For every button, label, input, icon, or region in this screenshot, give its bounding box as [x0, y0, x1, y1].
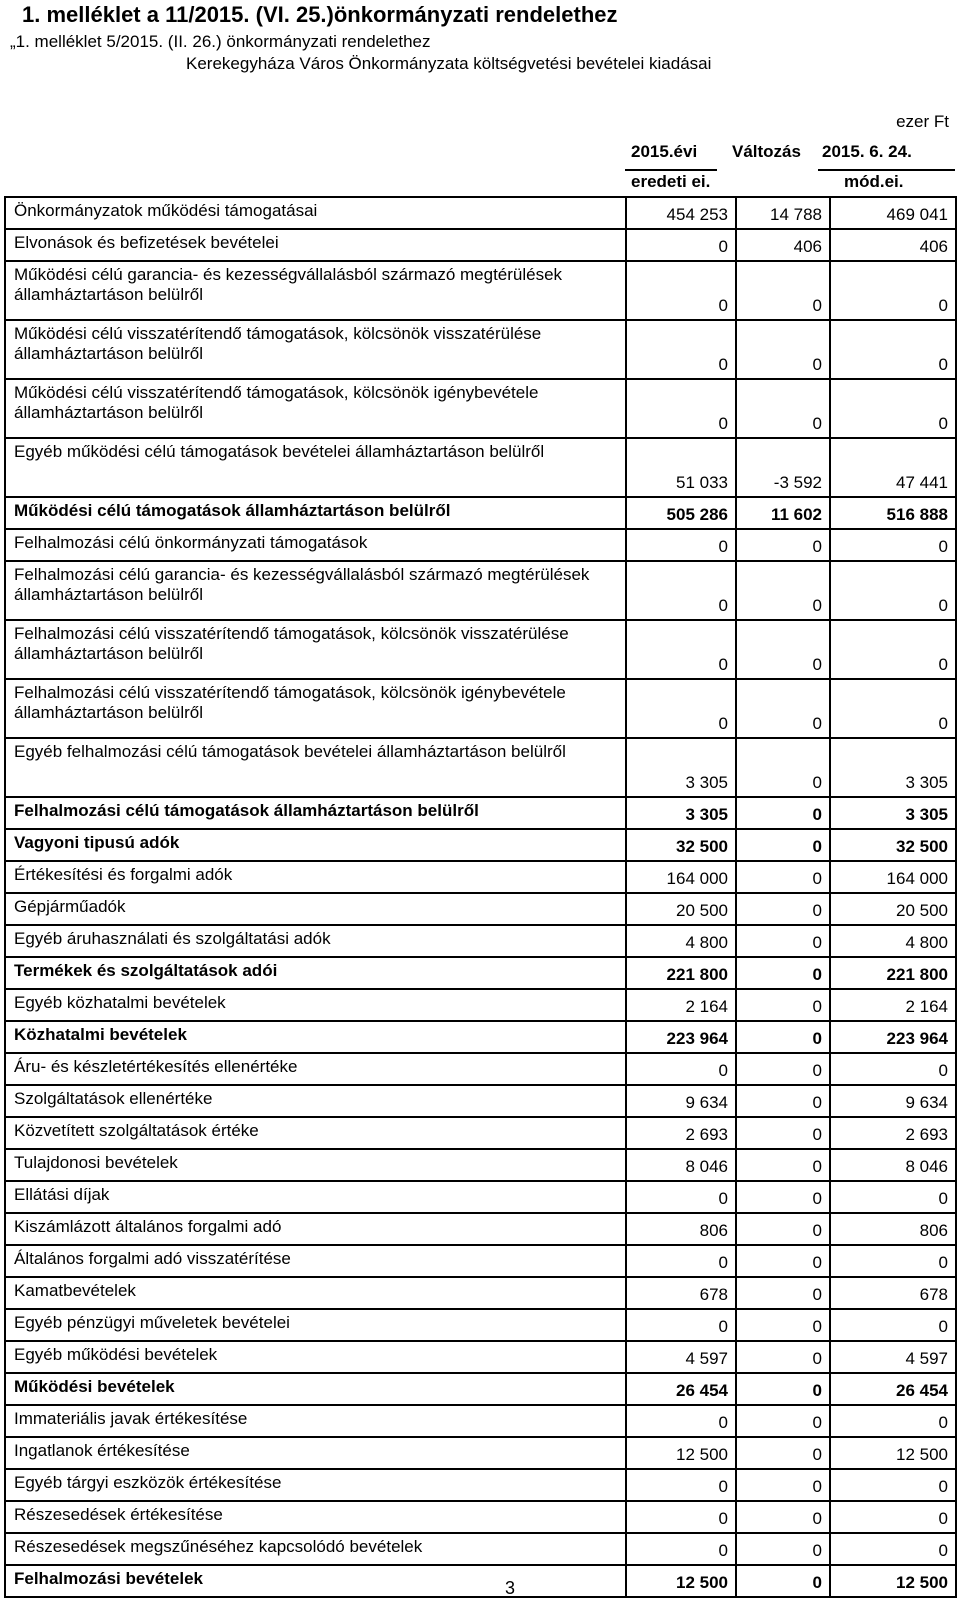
row-label: Szolgáltatások ellenértéke	[5, 1085, 626, 1117]
table-row	[5, 989, 956, 1021]
value-original: 0	[626, 229, 736, 261]
value-original: 806	[626, 1213, 736, 1245]
table-row	[5, 561, 956, 620]
row-label: Egyéb tárgyi eszközök értékesítése	[5, 1469, 626, 1501]
table-row	[5, 1245, 956, 1277]
value-modified: 8 046	[830, 1149, 956, 1181]
value-modified: 3 305	[830, 738, 956, 797]
table-row	[5, 620, 956, 679]
value-original: 0	[626, 1309, 736, 1341]
value-modified: 0	[830, 379, 956, 438]
value-original: 164 000	[626, 861, 736, 893]
value-original: 454 253	[626, 197, 736, 229]
value-modified: 0	[830, 1053, 956, 1085]
value-change: 0	[736, 620, 830, 679]
value-modified: 4 597	[830, 1341, 956, 1373]
row-label: Egyéb felhalmozási célú támogatások bevételei államháztartáson belülről	[5, 738, 626, 797]
column-header-modified-line1: 2015. 6. 24.	[822, 142, 912, 161]
row-label: Egyéb közhatalmi bevételek	[5, 989, 626, 1021]
revenue-table	[4, 196, 957, 1598]
table-row	[5, 1053, 956, 1085]
value-original: 4 800	[626, 925, 736, 957]
value-original: 0	[626, 1405, 736, 1437]
value-change: 14 788	[736, 197, 830, 229]
row-label: Egyéb pénzügyi műveletek bevételei	[5, 1309, 626, 1341]
row-label: Kamatbevételek	[5, 1277, 626, 1309]
value-change: 0	[736, 738, 830, 797]
value-original: 221 800	[626, 957, 736, 989]
value-original: 0	[626, 1245, 736, 1277]
value-original: 12 500	[626, 1565, 736, 1597]
value-modified: 2 164	[830, 989, 956, 1021]
value-modified: 0	[830, 561, 956, 620]
value-change: 0	[736, 1373, 830, 1405]
value-modified: 20 500	[830, 893, 956, 925]
row-label: Felhalmozási célú támogatások államháztartáson belülről	[5, 797, 626, 829]
value-change: 0	[736, 379, 830, 438]
row-label: Felhalmozási célú önkormányzati támogatások	[5, 529, 626, 561]
value-original: 4 597	[626, 1341, 736, 1373]
table-row	[5, 1405, 956, 1437]
value-modified: 516 888	[830, 497, 956, 529]
value-change: 0	[736, 529, 830, 561]
table-row	[5, 957, 956, 989]
value-change: 0	[736, 1501, 830, 1533]
value-modified: 469 041	[830, 197, 956, 229]
value-original: 0	[626, 679, 736, 738]
value-modified: 26 454	[830, 1373, 956, 1405]
row-label: Részesedések megszűnéséhez kapcsolódó bevételek	[5, 1533, 626, 1565]
value-modified: 12 500	[830, 1565, 956, 1597]
value-original: 0	[626, 1053, 736, 1085]
value-original: 0	[626, 1181, 736, 1213]
value-original: 8 046	[626, 1149, 736, 1181]
table-row	[5, 1149, 956, 1181]
value-modified: 406	[830, 229, 956, 261]
revenue-table-body	[5, 197, 956, 1597]
value-modified: 0	[830, 320, 956, 379]
row-label: Kiszámlázott általános forgalmi adó	[5, 1213, 626, 1245]
value-modified: 806	[830, 1213, 956, 1245]
table-row	[5, 829, 956, 861]
value-change: 0	[736, 797, 830, 829]
value-modified: 221 800	[830, 957, 956, 989]
annex-title: 1. melléklet a 11/2015. (VI. 25.)önkormányzati rendelethez	[22, 2, 618, 27]
value-modified: 0	[830, 261, 956, 320]
table-row	[5, 1117, 956, 1149]
value-modified: 0	[830, 620, 956, 679]
row-label: Működési célú garancia- és kezességvállalásból származó megtérülések államháztartáson belülről	[5, 261, 626, 320]
table-row	[5, 1469, 956, 1501]
value-original: 0	[626, 261, 736, 320]
value-modified: 0	[830, 679, 956, 738]
value-change: 0	[736, 1149, 830, 1181]
row-label: Értékesítési és forgalmi adók	[5, 861, 626, 893]
column-header-change: Változás	[732, 142, 801, 161]
value-original: 2 693	[626, 1117, 736, 1149]
value-change: 0	[736, 1213, 830, 1245]
row-label: Elvonások és befizetések bevételei	[5, 229, 626, 261]
value-original: 0	[626, 320, 736, 379]
value-change: 0	[736, 957, 830, 989]
value-original: 223 964	[626, 1021, 736, 1053]
annex-subtitle: „1. melléklet 5/2015. (II. 26.) önkormányzati rendelethez	[10, 32, 431, 51]
value-change: 0	[736, 1053, 830, 1085]
value-original: 0	[626, 379, 736, 438]
value-modified: 0	[830, 1501, 956, 1533]
table-row	[5, 438, 956, 497]
row-label: Egyéb áruhasználati és szolgáltatási adók	[5, 925, 626, 957]
value-original: 3 305	[626, 797, 736, 829]
row-label: Ellátási díjak	[5, 1181, 626, 1213]
row-label: Gépjárműadók	[5, 893, 626, 925]
value-change: 0	[736, 561, 830, 620]
row-label: Felhalmozási bevételek	[5, 1565, 626, 1597]
row-label: Felhalmozási célú garancia- és kezességvállalásból származó megtérülések államháztartáson belülről	[5, 561, 626, 620]
row-label: Közhatalmi bevételek	[5, 1021, 626, 1053]
value-modified: 0	[830, 529, 956, 561]
value-change: 0	[736, 1533, 830, 1565]
value-original: 0	[626, 1469, 736, 1501]
table-row	[5, 379, 956, 438]
value-change: 0	[736, 1277, 830, 1309]
value-original: 12 500	[626, 1437, 736, 1469]
value-change: -3 592	[736, 438, 830, 497]
value-change: 0	[736, 1405, 830, 1437]
value-original: 26 454	[626, 1373, 736, 1405]
value-change: 0	[736, 989, 830, 1021]
header-rule-modified	[818, 169, 955, 171]
value-change: 0	[736, 1437, 830, 1469]
value-modified: 0	[830, 1469, 956, 1501]
table-row	[5, 529, 956, 561]
value-original: 3 305	[626, 738, 736, 797]
value-change: 0	[736, 925, 830, 957]
table-row	[5, 738, 956, 797]
value-modified: 0	[830, 1181, 956, 1213]
table-row	[5, 229, 956, 261]
table-row	[5, 679, 956, 738]
header-rule-original	[625, 169, 717, 171]
value-modified: 9 634	[830, 1085, 956, 1117]
value-change: 0	[736, 1085, 830, 1117]
value-change: 0	[736, 1181, 830, 1213]
value-modified: 2 693	[830, 1117, 956, 1149]
value-original: 0	[626, 1501, 736, 1533]
value-modified: 223 964	[830, 1021, 956, 1053]
value-change: 0	[736, 829, 830, 861]
value-modified: 678	[830, 1277, 956, 1309]
value-original: 505 286	[626, 497, 736, 529]
value-change: 0	[736, 1245, 830, 1277]
value-original: 2 164	[626, 989, 736, 1021]
row-label: Felhalmozási célú visszatérítendő támogatások, kölcsönök visszatérülése államháztartáson belülről	[5, 620, 626, 679]
value-change: 0	[736, 1469, 830, 1501]
table-row	[5, 261, 956, 320]
row-label: Immateriális javak értékesítése	[5, 1405, 626, 1437]
table-row	[5, 497, 956, 529]
table-row	[5, 861, 956, 893]
value-original: 0	[626, 561, 736, 620]
table-row	[5, 1277, 956, 1309]
table-row	[5, 1533, 956, 1565]
row-label: Felhalmozási célú visszatérítendő támogatások, kölcsönök igénybevétele államháztartáson belülről	[5, 679, 626, 738]
row-label: Egyéb működési célú támogatások bevételei államháztartáson belülről	[5, 438, 626, 497]
value-modified: 3 305	[830, 797, 956, 829]
value-change: 0	[736, 261, 830, 320]
unit-label: ezer Ft	[896, 112, 949, 131]
value-original: 20 500	[626, 893, 736, 925]
value-change: 0	[736, 679, 830, 738]
value-change: 0	[736, 1117, 830, 1149]
row-label: Ingatlanok értékesítése	[5, 1437, 626, 1469]
value-change: 11 602	[736, 497, 830, 529]
row-label: Működési célú visszatérítendő támogatások, kölcsönök visszatérülése államháztartáson belülről	[5, 320, 626, 379]
row-label: Áru- és készletértékesítés ellenértéke	[5, 1053, 626, 1085]
value-original: 51 033	[626, 438, 736, 497]
row-label: Termékek és szolgáltatások adói	[5, 957, 626, 989]
value-change: 0	[736, 1341, 830, 1373]
value-original: 0	[626, 1533, 736, 1565]
table-row	[5, 893, 956, 925]
value-change: 0	[736, 320, 830, 379]
table-row	[5, 925, 956, 957]
value-original: 0	[626, 620, 736, 679]
value-change: 0	[736, 1565, 830, 1597]
page-number: 3	[505, 1578, 516, 1598]
row-label: Működési bevételek	[5, 1373, 626, 1405]
table-row	[5, 1309, 956, 1341]
value-modified: 0	[830, 1533, 956, 1565]
value-modified: 47 441	[830, 438, 956, 497]
table-row	[5, 1565, 956, 1597]
row-label: Egyéb működési bevételek	[5, 1341, 626, 1373]
value-change: 0	[736, 861, 830, 893]
table-row	[5, 320, 956, 379]
column-header-original-line1: 2015.évi	[631, 142, 698, 161]
value-modified: 32 500	[830, 829, 956, 861]
row-label: Önkormányzatok működési támogatásai	[5, 197, 626, 229]
value-modified: 164 000	[830, 861, 956, 893]
column-header-original-line2: eredeti ei.	[631, 172, 711, 191]
row-label: Működési célú támogatások államháztartáson belülről	[5, 497, 626, 529]
value-change: 0	[736, 1021, 830, 1053]
value-modified: 0	[830, 1405, 956, 1437]
table-row	[5, 1021, 956, 1053]
value-original: 9 634	[626, 1085, 736, 1117]
row-label: Részesedések értékesítése	[5, 1501, 626, 1533]
table-row	[5, 1373, 956, 1405]
value-original: 0	[626, 529, 736, 561]
value-modified: 4 800	[830, 925, 956, 957]
value-modified: 0	[830, 1309, 956, 1341]
row-label: Működési célú visszatérítendő támogatások, kölcsönök igénybevétele államháztartáson belülről	[5, 379, 626, 438]
table-row	[5, 1085, 956, 1117]
table-row	[5, 797, 956, 829]
value-modified: 0	[830, 1245, 956, 1277]
table-row	[5, 1181, 956, 1213]
table-row	[5, 1341, 956, 1373]
table-row	[5, 1213, 956, 1245]
value-original: 32 500	[626, 829, 736, 861]
row-label: Közvetített szolgáltatások értéke	[5, 1117, 626, 1149]
table-row	[5, 197, 956, 229]
value-change: 0	[736, 1309, 830, 1341]
value-change: 406	[736, 229, 830, 261]
document-heading: Kerekegyháza Város Önkormányzata költségvetési bevételei kiadásai	[186, 54, 712, 73]
table-row	[5, 1437, 956, 1469]
table-row	[5, 1501, 956, 1533]
row-label: Tulajdonosi bevételek	[5, 1149, 626, 1181]
row-label: Vagyoni tipusú adók	[5, 829, 626, 861]
column-header-modified-line2: mód.ei.	[844, 172, 904, 191]
value-modified: 12 500	[830, 1437, 956, 1469]
value-original: 678	[626, 1277, 736, 1309]
row-label: Általános forgalmi adó visszatérítése	[5, 1245, 626, 1277]
value-change: 0	[736, 893, 830, 925]
